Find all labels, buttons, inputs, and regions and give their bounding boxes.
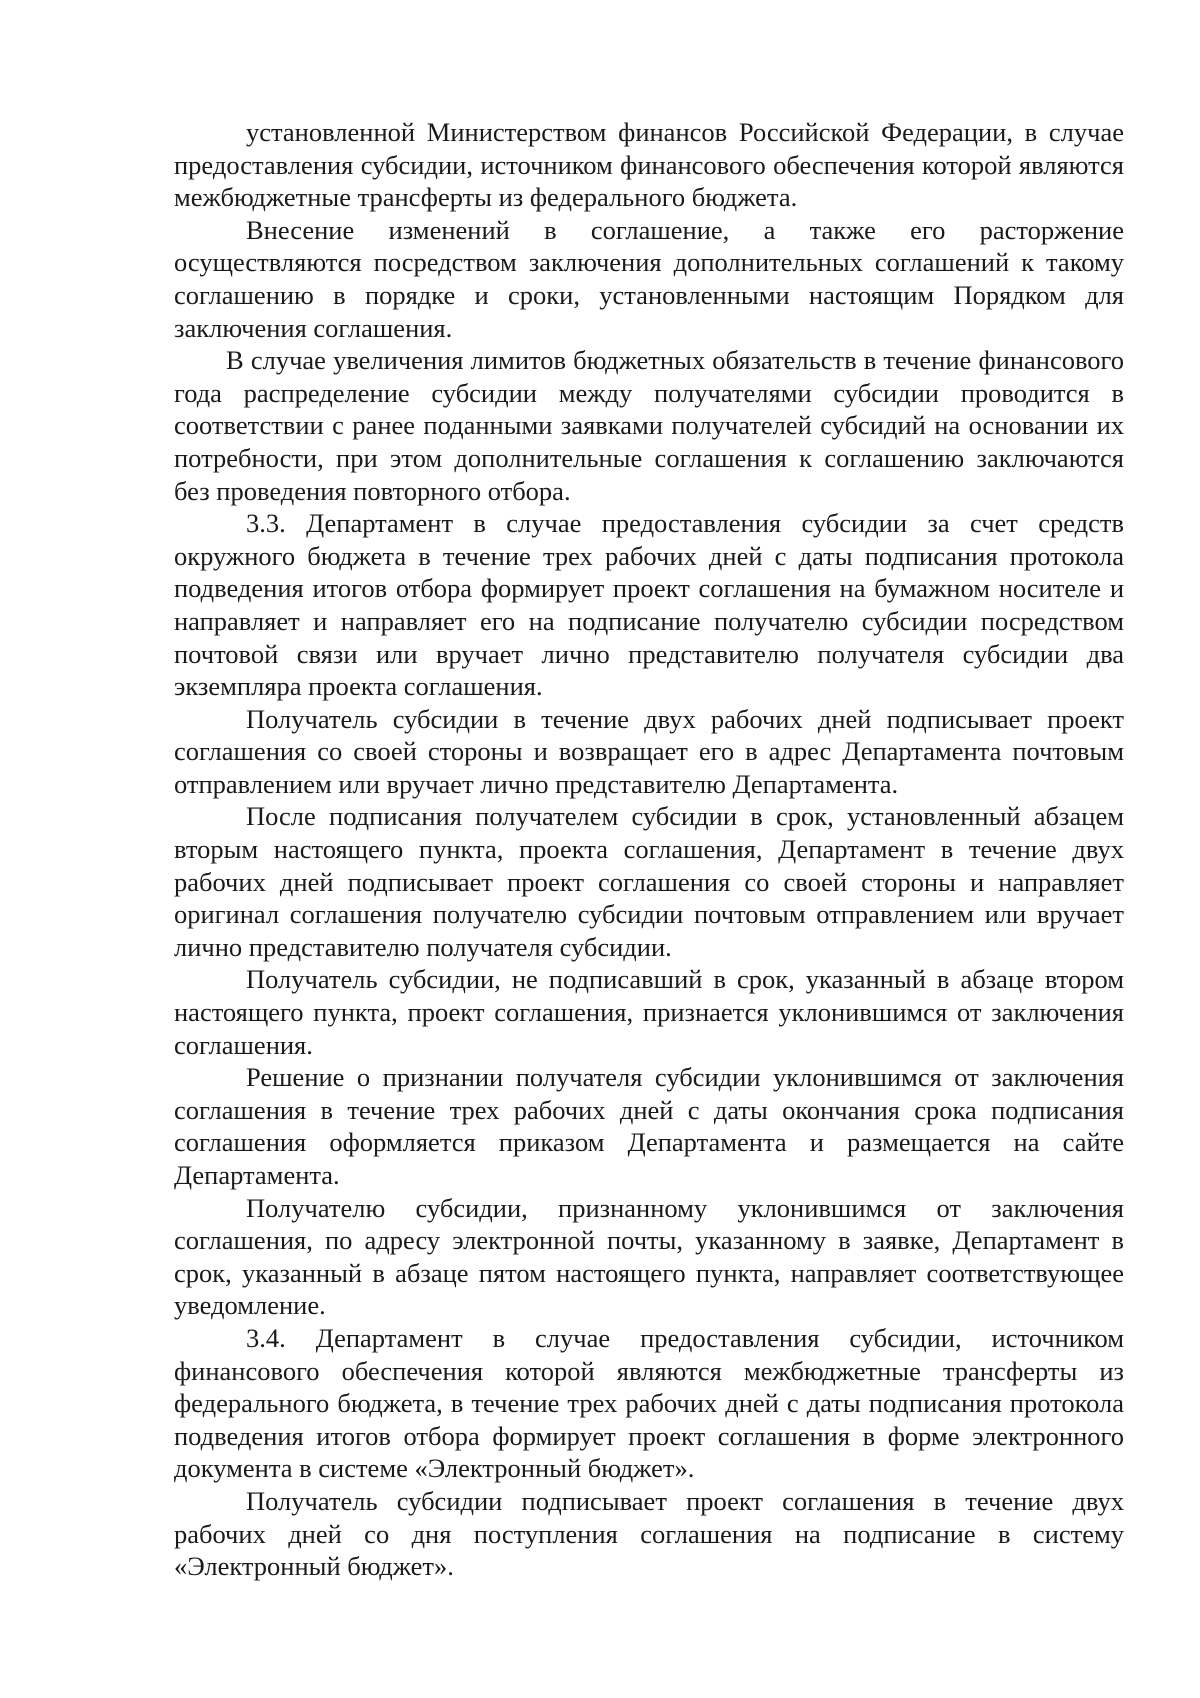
paragraph-notification: Получателю субсидии, признанному уклонившимся от заключения соглашения, по адресу электронной почты, указанному в заявке, Департамент в срок, указанный в абзаце пятом настоящего пункта, направляет соответствующее уведомление. bbox=[174, 1192, 1124, 1321]
document-text bbox=[174, 116, 1124, 1583]
paragraph-recipient-signs: Получатель субсидии в течение двух рабочих дней подписывает проект соглашения со своей стороны и возвращает его в адрес Департамента почтовым отправлением или вручает лично представителю Департамента. bbox=[174, 703, 1124, 799]
paragraph-electronic-budget: Получатель субсидии подписывает проект соглашения в течение двух рабочих дней со дня поступления соглашения на подписание в систему «Электронный бюджет». bbox=[174, 1485, 1124, 1582]
paragraph-evading-recipient: Получатель субсидии, не подписавший в срок, указанный в абзаце втором настоящего пункта, проект соглашения, признается уклонившимся от заключения соглашения. bbox=[174, 964, 1124, 1060]
paragraph-after-signing: После подписания получателем субсидии в срок, установленный абзацем вторым настоящего пункта, проекта соглашения, Департамент в течение двух рабочих дней подписывает проект соглашения со своей стороны и направляет оригинал соглашения получателю субсидии почтовым отправлением или вручает лично представителю получателя субсидии. bbox=[174, 801, 1124, 962]
paragraph-continuation: установленной Министерством финансов Российской Федерации, в случае предоставления субсидии, источником финансового обеспечения которой являются межбюджетные трансферты из федерального бюджета. bbox=[174, 117, 1124, 213]
paragraph-limits-increase: В случае увеличения лимитов бюджетных обязательств в течение финансового года распределение субсидии между получателями субсидии проводится в соответствии с ранее поданными заявками получателей субсидий на основании их потребности, при этом дополнительные соглашения к соглашению заключаются без проведения повторного отбора. bbox=[174, 345, 1124, 506]
paragraph-amendments: Внесение изменений в соглашение, а также его расторжение осуществляются посредством заключения дополнительных соглашений к такому соглашению в порядке и сроки, установленными настоящим Порядком для заключения соглашения. bbox=[174, 214, 1124, 343]
paragraph-3-4: 3.4. Департамент в случае предоставления субсидии, источником финансового обеспечения которой являются межбюджетные трансферты из федерального бюджета, в течение трех рабочих дней с даты подписания протокола подведения итогов отбора формирует проект соглашения в форме электронного документа в системе «Электронный бюджет». bbox=[174, 1322, 1124, 1484]
paragraph-3-3: 3.3. Департамент в случае предоставления субсидии за счет средств окружного бюджета в течение трех рабочих дней с даты подписания протокола подведения итогов отбора формирует проект соглашения на бумажном носителе и направляет и направляет его на подписание получателю субсидии посредством почтовой связи или вручает лично представителю получателя субсидии два экземпляра проекта соглашения. bbox=[174, 508, 1124, 702]
paragraph-decision: Решение о признании получателя субсидии уклонившимся от заключения соглашения в течение трех рабочих дней с даты окончания срока подписания соглашения оформляется приказом Департамента и размещается на сайте Департамента. bbox=[174, 1062, 1124, 1190]
